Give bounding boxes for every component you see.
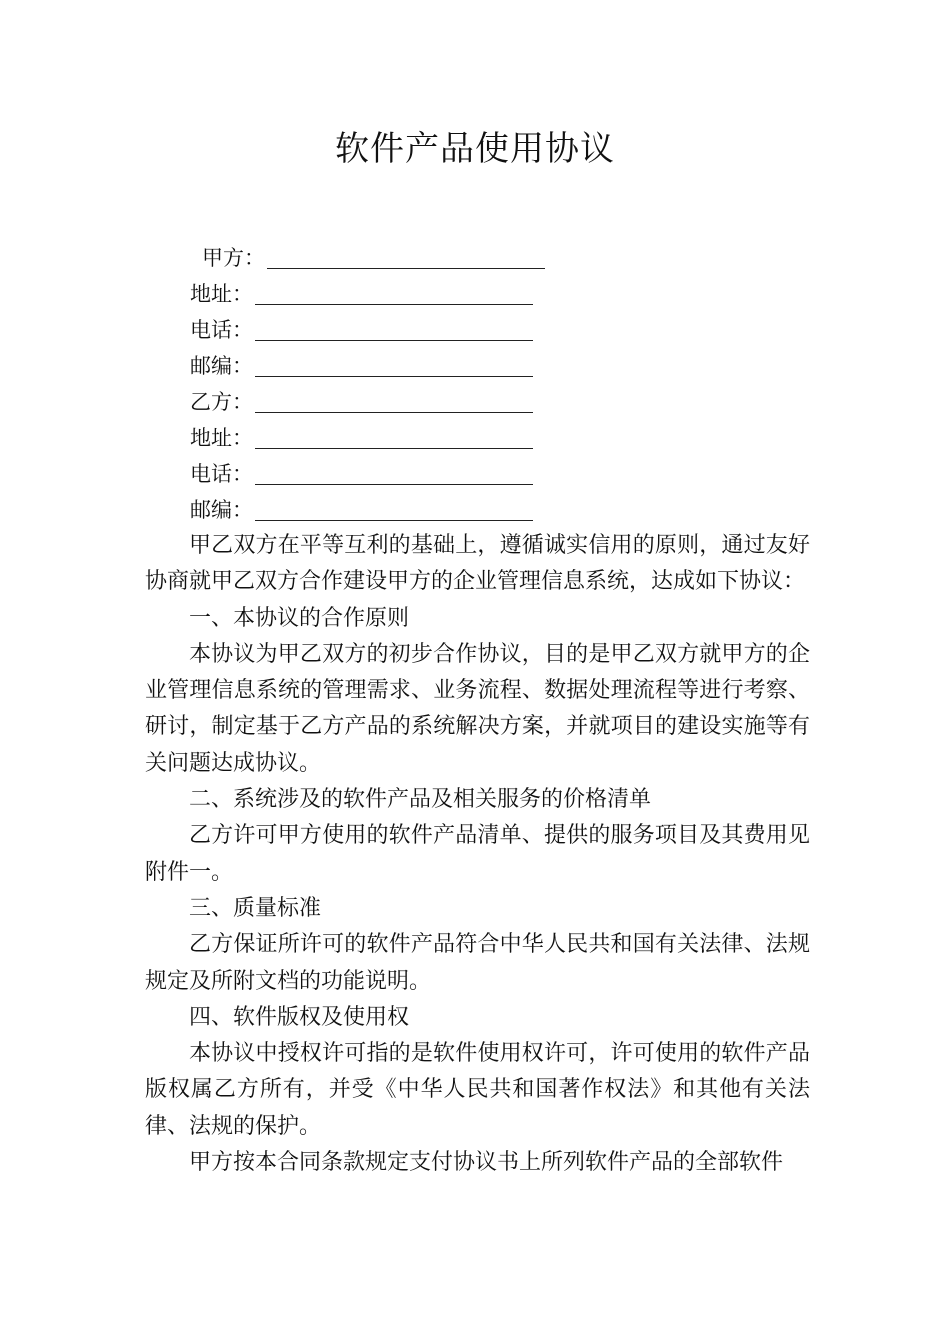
field-label: 乙方： <box>190 390 253 414</box>
field-label: 地址： <box>190 282 253 306</box>
section-2-heading: 二、系统涉及的软件产品及相关服务的价格清单 <box>189 787 652 813</box>
field-label: 地址： <box>190 426 253 450</box>
party-info-fields <box>190 240 545 528</box>
party-a-address-row <box>190 276 545 312</box>
section-4-paragraph-1: 本协议中授权许可指的是软件使用权许可，许可使用的软件产品版权属乙方所有，并受《中华人民共和国著作权法》和其他有关法律、法规的保护。 <box>145 1041 810 1139</box>
section-3-heading: 三、质量标准 <box>189 895 322 921</box>
section-1-paragraph: 本协议为甲乙双方的初步合作协议，目的是甲乙双方就甲方的企业管理信息系统的管理需求、业务流程、数据处理流程等进行考察、研讨，制定基于乙方产品的系统解决方案，并就项目的建设实施等有关问题达成协议。 <box>145 641 810 776</box>
party-b-phone-row <box>190 456 545 492</box>
party-b-name-row <box>190 384 545 420</box>
blank-line <box>267 240 545 269</box>
blank-line <box>255 312 533 341</box>
section-4-heading: 四、软件版权及使用权 <box>189 1004 410 1030</box>
section-1-heading: 一、本协议的合作原则 <box>189 605 410 631</box>
section-4-paragraph-2: 甲方按本合同条款规定支付协议书上所列软件产品的全部软件 <box>189 1150 784 1176</box>
field-label: 邮编： <box>190 354 253 378</box>
field-label: 电话： <box>190 462 253 486</box>
blank-line <box>255 348 533 377</box>
section-3-paragraph: 乙方保证所许可的软件产品符合中华人民共和国有关法律、法规规定及所附文档的功能说明。 <box>145 932 810 994</box>
blank-line <box>255 456 533 485</box>
section-2-paragraph: 乙方许可甲方使用的软件产品清单、提供的服务项目及其费用见附件一。 <box>145 823 810 885</box>
blank-line <box>255 420 533 449</box>
agreement-body <box>145 528 810 1181</box>
blank-line <box>255 276 533 305</box>
field-label: 甲方： <box>202 246 265 270</box>
intro-paragraph: 甲乙双方在平等互利的基础上，遵循诚实信用的原则，通过友好协商就甲乙双方合作建设甲方的企业管理信息系统，达成如下协议： <box>145 533 810 595</box>
party-a-postcode-row <box>190 348 545 384</box>
party-b-address-row <box>190 420 545 456</box>
field-label: 电话： <box>190 318 253 342</box>
document-title: 软件产品使用协议 <box>335 129 615 169</box>
field-label: 邮编： <box>190 498 253 522</box>
party-b-postcode-row <box>190 492 545 528</box>
party-a-name-row <box>190 240 545 276</box>
blank-line <box>255 492 533 521</box>
party-a-phone-row <box>190 312 545 348</box>
blank-line <box>255 384 533 413</box>
